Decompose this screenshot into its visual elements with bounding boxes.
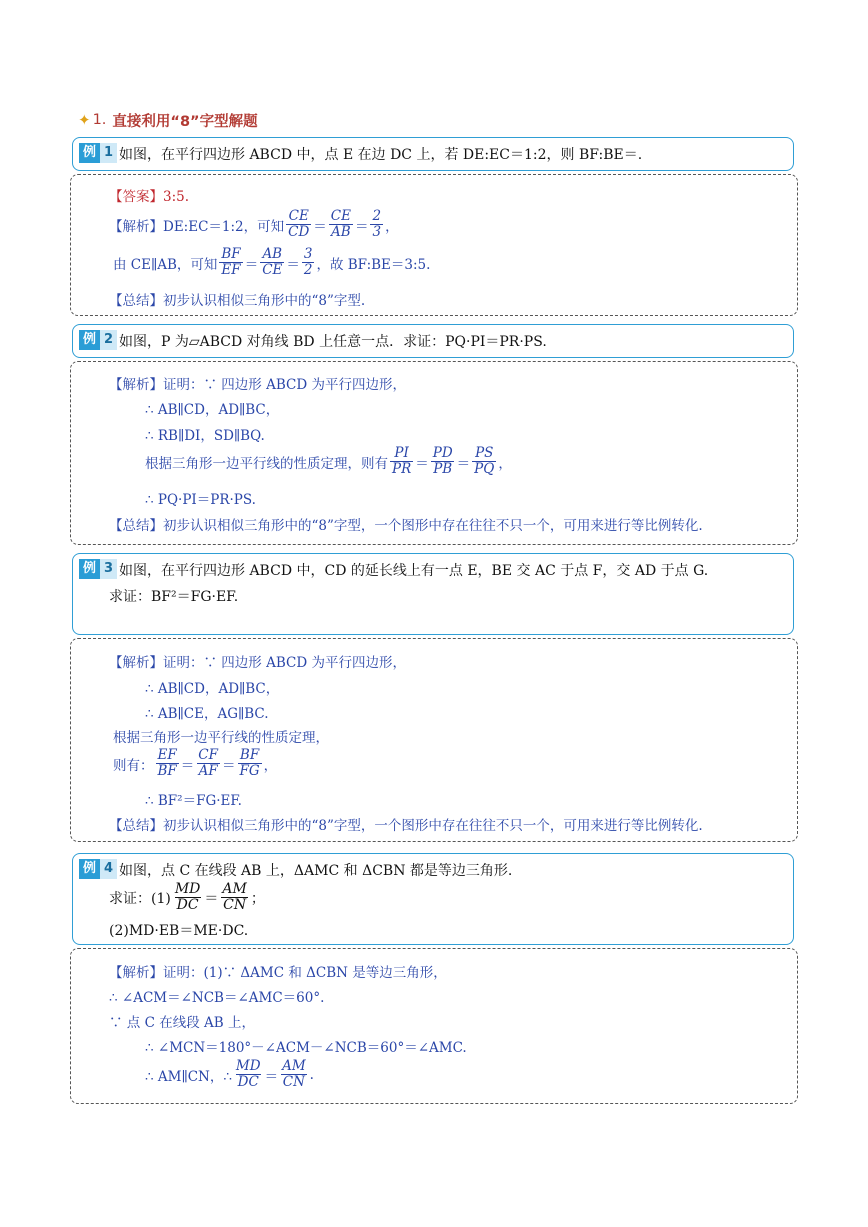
example-4-analysis-line-2: ∴ ∠ACM＝∠NCB＝∠AMC＝60°.: [109, 990, 325, 1006]
example-2-summary: 【总结】初步认识相似三角形中的“8”字型，一个图形中存在往往不只一个，可用来进行等比例转化.: [109, 518, 703, 534]
example-1-question-box: [72, 137, 794, 171]
example-1-analysis-line-1: 【解析】DE:EC＝1:2，可知 $\frac{CE}{CD}$ ＝ $\frac{CE}{AB}$ ＝ $\frac{2}{3}$ ，: [109, 208, 399, 240]
example-label: 例: [79, 143, 100, 163]
example-2-tag: [79, 330, 117, 350]
example-label: 例: [79, 330, 100, 350]
example-4-prove-part-2: (2)MD·EB＝ME·DC.: [109, 923, 249, 939]
example-1-tag: [79, 143, 117, 163]
example-2-analysis-line-3: ∴ RB∥DI，SD∥BQ.: [145, 428, 265, 444]
example-1-summary: 【总结】初步认识相似三角形中的“8”字型.: [109, 293, 366, 309]
example-4-prove-part-1: 求证：(1) $\frac{MD}{DC}$ ＝ $\frac{AM}{CN}$ ；: [109, 881, 265, 913]
star-icon: ✦: [78, 111, 91, 129]
example-4-analysis-line-5: ∴ AM∥CN，∴ $\frac{MD}{DC}$ ＝ $\frac{AM}{CN}$ .: [145, 1058, 314, 1090]
example-1-answer-line: 【答案】3:5.: [109, 189, 190, 205]
example-4-answer-box: [70, 948, 798, 1104]
example-2-analysis-line-2: ∴ AB∥CD，AD∥BC，: [145, 402, 280, 418]
example-2-question-text: 如图，P 为▱ABCD 对角线 BD 上任意一点．求证：PQ·PI＝PR·PS.: [119, 334, 547, 350]
example-2-analysis-line-1: 【解析】证明：∵ 四边形 ABCD 为平行四边形，: [109, 377, 406, 393]
example-4-tag: [79, 859, 117, 879]
example-1-answer-box: [70, 174, 798, 316]
example-number: 1: [100, 143, 117, 163]
example-2-question-box: [72, 324, 794, 358]
example-1-analysis-line-2: 由 CE∥AB，可知 $\frac{BF}{EF}$ ＝ $\frac{AB}{CE}$ ＝ $\frac{3}{2}$ ，故 BF:BE＝3:5.: [113, 246, 431, 278]
example-1-question-text: 如图，在平行四边形 ABCD 中，点 E 在边 DC 上，若 DE:EC＝1:2，则 BF:BE＝.: [119, 147, 643, 163]
example-4-analysis-line-3: ∵ 点 C 在线段 AB 上，: [109, 1015, 255, 1031]
example-2-analysis-line-4: 根据三角形一边平行线的性质定理，则有 $\frac{PI}{PR}$ ＝ $\frac{PD}{PB}$ ＝ $\frac{PS}{PQ}$ ，: [145, 445, 512, 477]
example-4-analysis-line-4: ∴ ∠MCN＝180°－∠ACM－∠NCB＝60°＝∠AMC.: [145, 1040, 467, 1056]
example-3-question-text: 如图，在平行四边形 ABCD 中，CD 的延长线上有一点 E，BE 交 AC 于点 F，交 AD 于点 G.: [119, 563, 709, 579]
section-title-text: 直接利用“8”字型解题: [112, 113, 258, 130]
example-3-analysis-line-6: ∴ BF²＝FG·EF.: [145, 793, 242, 809]
section-number: 1.: [92, 112, 107, 128]
example-number: 3: [100, 559, 117, 579]
example-3-tag: [79, 559, 117, 579]
example-3-analysis-line-2: ∴ AB∥CD，AD∥BC，: [145, 681, 280, 697]
example-4-question-box: [72, 853, 794, 945]
example-3-question-box: [72, 553, 794, 635]
example-3-summary: 【总结】初步认识相似三角形中的“8”字型，一个图形中存在往往不只一个，可用来进行等比例转化.: [109, 818, 703, 834]
example-2-answer-box: [70, 361, 798, 545]
example-3-analysis-line-4: 根据三角形一边平行线的性质定理，: [113, 730, 329, 746]
example-label: 例: [79, 559, 100, 579]
example-4-question-text: 如图，点 C 在线段 AB 上，ΔAMC 和 ΔCBN 都是等边三角形.: [119, 863, 513, 879]
example-number: 2: [100, 330, 117, 350]
example-3-answer-box: [70, 638, 798, 842]
example-3-prove-text: 求证：BF²＝FG·EF.: [109, 589, 239, 605]
example-3-analysis-line-3: ∴ AB∥CE，AG∥BC.: [145, 706, 269, 722]
section-heading: [78, 110, 258, 130]
example-number: 4: [100, 859, 117, 879]
example-2-analysis-line-5: ∴ PQ·PI＝PR·PS.: [145, 492, 256, 508]
example-3-analysis-line-5: 则有： $\frac{EF}{BF}$ ＝ $\frac{CF}{AF}$ ＝ $\frac{BF}{FG}$ ，: [113, 747, 278, 779]
example-4-analysis-line-1: 【解析】证明：(1)∵ ΔAMC 和 ΔCBN 是等边三角形，: [109, 965, 447, 981]
example-3-analysis-line-1: 【解析】证明：∵ 四边形 ABCD 为平行四边形，: [109, 655, 406, 671]
example-label: 例: [79, 859, 100, 879]
